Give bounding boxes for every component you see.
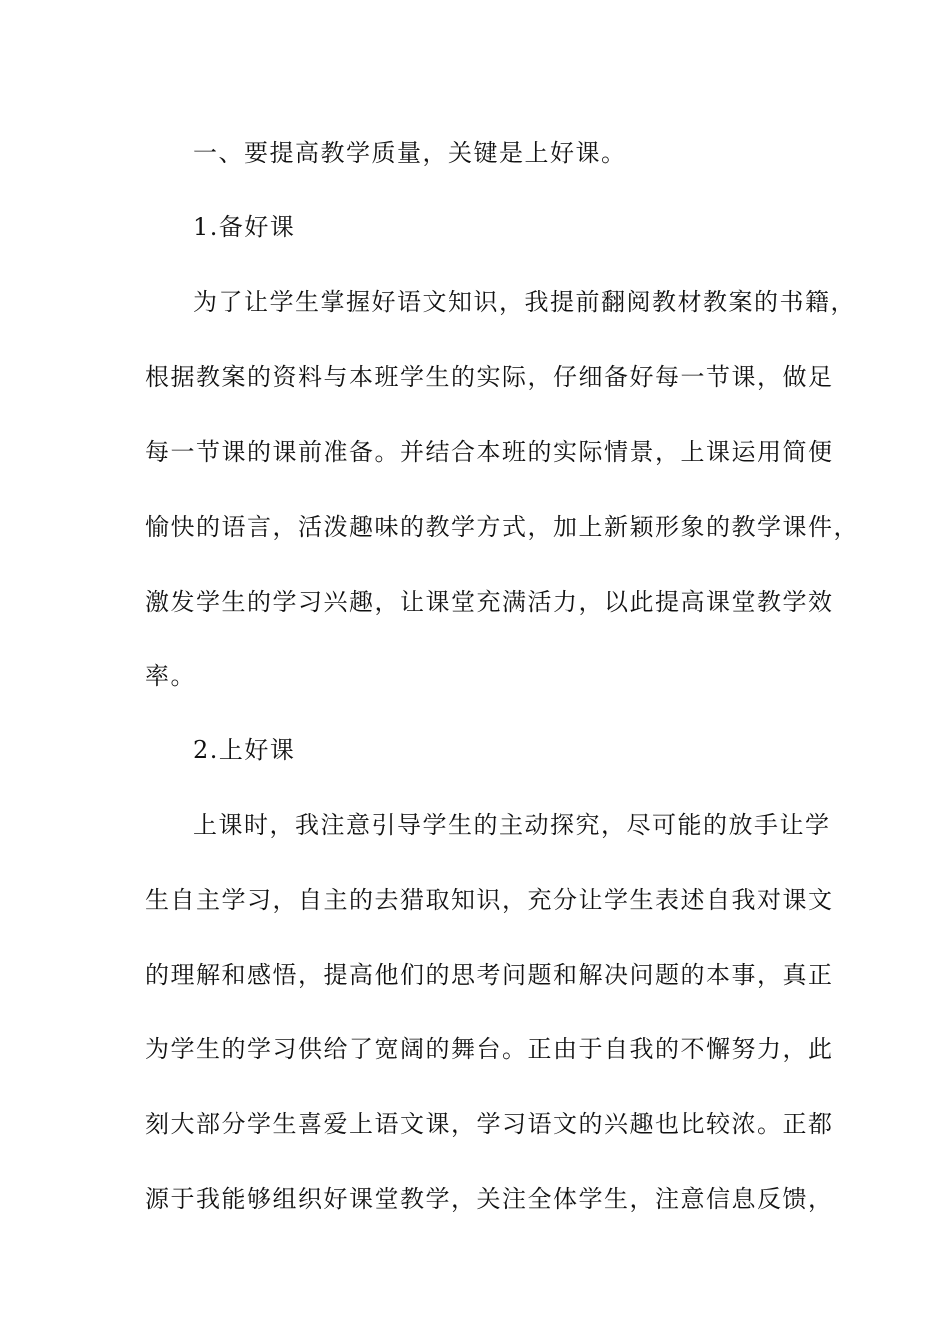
section-heading: 一、要提高教学质量，关键是上好课。 (193, 139, 627, 167)
paragraph-line: 上课时，我注意引导学生的主动探究，尽可能的放手让学 (193, 811, 831, 839)
paragraph-line: 根据教案的资料与本班学生的实际，仔细备好每一节课，做足 (145, 363, 834, 391)
paragraph-line: 每一节课的课前准备。并结合本班的实际情景，上课运用简便 (145, 438, 834, 466)
paragraph-line: 源于我能够组织好课堂教学，关注全体学生，注意信息反馈， (145, 1185, 834, 1213)
paragraph-line: 为学生的学习供给了宽阔的舞台。正由于自我的不懈努力，此 (145, 1035, 834, 1063)
subheading-prepare-lessons: 1.备好课 (193, 213, 296, 241)
paragraph-line: 生自主学习，自主的去猎取知识，充分让学生表述自我对课文 (145, 886, 834, 914)
paragraph-line: 刻大部分学生喜爱上语文课，学习语文的兴趣也比较浓。正都 (145, 1110, 834, 1138)
paragraph-line: 愉快的语言，活泼趣味的教学方式，加上新颖形象的教学课件， (145, 513, 859, 541)
paragraph-line: 为了让学生掌握好语文知识，我提前翻阅教材教案的书籍， (193, 288, 856, 316)
paragraph-line: 率。 (145, 662, 196, 690)
paragraph-line: 的理解和感悟，提高他们的思考问题和解决问题的本事，真正 (145, 961, 834, 989)
subheading-teach-lessons: 2.上好课 (193, 736, 296, 764)
paragraph-line: 激发学生的学习兴趣，让课堂充满活力，以此提高课堂教学效 (145, 588, 834, 616)
